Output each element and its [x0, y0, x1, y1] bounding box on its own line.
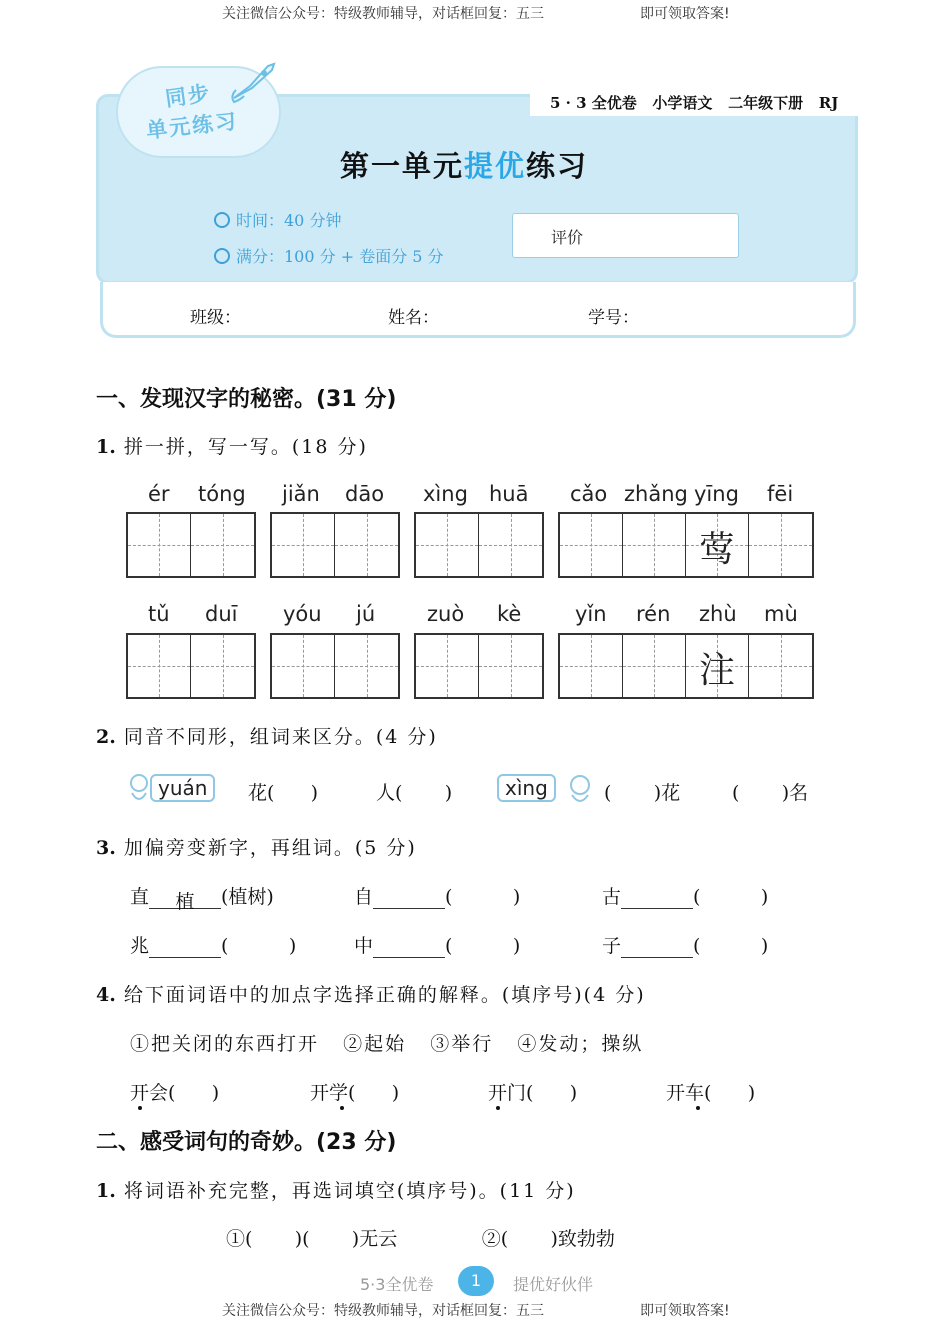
page-title: 第一单元提优练习: [340, 149, 589, 183]
pinyin: cǎo: [570, 482, 608, 506]
clock-icon: [214, 212, 230, 228]
q3-item[interactable]: 古 ( ): [602, 886, 769, 908]
time-info: 时间：40 分钟: [214, 208, 341, 231]
rocket-icon: [228, 60, 280, 104]
footer-brand: 5·3全优卷: [360, 1275, 434, 1294]
q4-word[interactable]: 开门( ): [488, 1082, 578, 1104]
cartoon-icon: [128, 771, 150, 809]
q1-2-prompt: 2. 同音不同形，组词来区分。(4 分): [96, 726, 438, 748]
evaluation-box[interactable]: 评价: [512, 213, 739, 258]
char-grid[interactable]: [414, 633, 544, 699]
pinyin: yóu: [283, 602, 322, 626]
q1-1-prompt: 1. 拼一拼，写一写。(18 分): [96, 436, 368, 458]
pinyin: dāo: [345, 482, 385, 506]
q2-1-blanks[interactable]: ①( )( )无云 ②( )致勃勃: [226, 1228, 615, 1250]
section-1-title: 一、发现汉字的秘密。(31 分): [96, 387, 397, 412]
q1-3-prompt: 3. 加偏旁变新字，再组词。(5 分): [96, 837, 417, 859]
score-info: 满分：100 分 + 卷面分 5 分: [214, 244, 444, 267]
q4-word[interactable]: 开车( ): [666, 1082, 756, 1104]
section-2-title: 二、感受词句的奇妙。(23 分): [96, 1130, 397, 1155]
pinyin: zhù: [699, 602, 737, 626]
q2-blank-d[interactable]: ( )名: [732, 782, 809, 804]
pinyin-box-yuan: yuán: [150, 774, 215, 802]
pinyin: kè: [497, 602, 522, 626]
series-label: 5 · 3 全优卷 小学语文 二年级下册 RJ: [550, 94, 839, 112]
q4-word[interactable]: 开会( ): [130, 1082, 220, 1104]
name-label: 姓名：: [388, 308, 439, 328]
cartoon-icon: [566, 771, 596, 809]
q2-1-prompt: 1. 将词语补充完整，再选词填空(填序号)。(11 分): [96, 1180, 576, 1202]
char-grid[interactable]: [126, 633, 256, 699]
pinyin: fēi: [767, 482, 794, 506]
q2-blank-ren[interactable]: 人( ): [376, 782, 453, 804]
q3-item[interactable]: 自 ( ): [354, 886, 521, 908]
pinyin: huā: [489, 482, 529, 506]
badge-text-1: 同步: [163, 79, 213, 112]
char-grid[interactable]: [414, 512, 544, 578]
q3-example: 直 植 (植树): [130, 886, 274, 913]
char-grid[interactable]: [270, 633, 400, 699]
pinyin: jú: [356, 602, 376, 626]
char-grid[interactable]: [270, 512, 400, 578]
q4-options: ①把关闭的东西打开 ②起始 ③举行 ④发动；操纵: [130, 1033, 644, 1055]
q1-4-prompt: 4. 给下面词语中的加点字选择正确的解释。(填序号)(4 分): [96, 984, 646, 1006]
page-number: 1: [458, 1266, 494, 1296]
pinyin: ér: [148, 482, 170, 506]
pinyin: yīng: [694, 482, 739, 506]
id-label: 学号：: [588, 308, 639, 328]
check-icon: [214, 248, 230, 264]
q2-blank-c[interactable]: ( )花: [604, 782, 681, 804]
pinyin: yǐn: [575, 602, 607, 626]
q2-blank-hua[interactable]: 花( ): [248, 782, 319, 804]
pinyin: jiǎn: [282, 482, 320, 506]
pinyin: tóng: [198, 482, 246, 506]
pinyin: zuò: [427, 602, 465, 626]
pinyin: mù: [764, 602, 798, 626]
top-notice-right: 即可领取答案!: [640, 6, 730, 22]
char-grid[interactable]: 莺: [558, 512, 814, 578]
q3-item[interactable]: 兆 ( ): [130, 935, 297, 957]
q3-item[interactable]: 子 ( ): [602, 935, 769, 957]
top-notice: 关注微信公众号：特级教师辅导，对话框回复：五三: [222, 6, 544, 22]
badge-text-2: 单元练习: [144, 108, 240, 143]
char-grid[interactable]: 注: [558, 633, 814, 699]
bottom-notice: 关注微信公众号：特级教师辅导，对话框回复：五三: [222, 1303, 544, 1319]
q4-word[interactable]: 开学( ): [310, 1082, 400, 1104]
pinyin: rén: [636, 602, 671, 626]
class-label: 班级：: [190, 308, 241, 328]
char-grid[interactable]: [126, 512, 256, 578]
pinyin: duī: [205, 602, 238, 626]
pinyin: zhǎng: [624, 482, 688, 506]
pinyin: tǔ: [148, 602, 170, 626]
footer-slogan: 提优好伙伴: [513, 1275, 594, 1294]
q3-item[interactable]: 中 ( ): [354, 935, 521, 957]
pinyin: xìng: [423, 482, 468, 506]
pinyin-box-xing: xìng: [497, 774, 556, 802]
bottom-notice-right: 即可领取答案!: [640, 1303, 730, 1319]
